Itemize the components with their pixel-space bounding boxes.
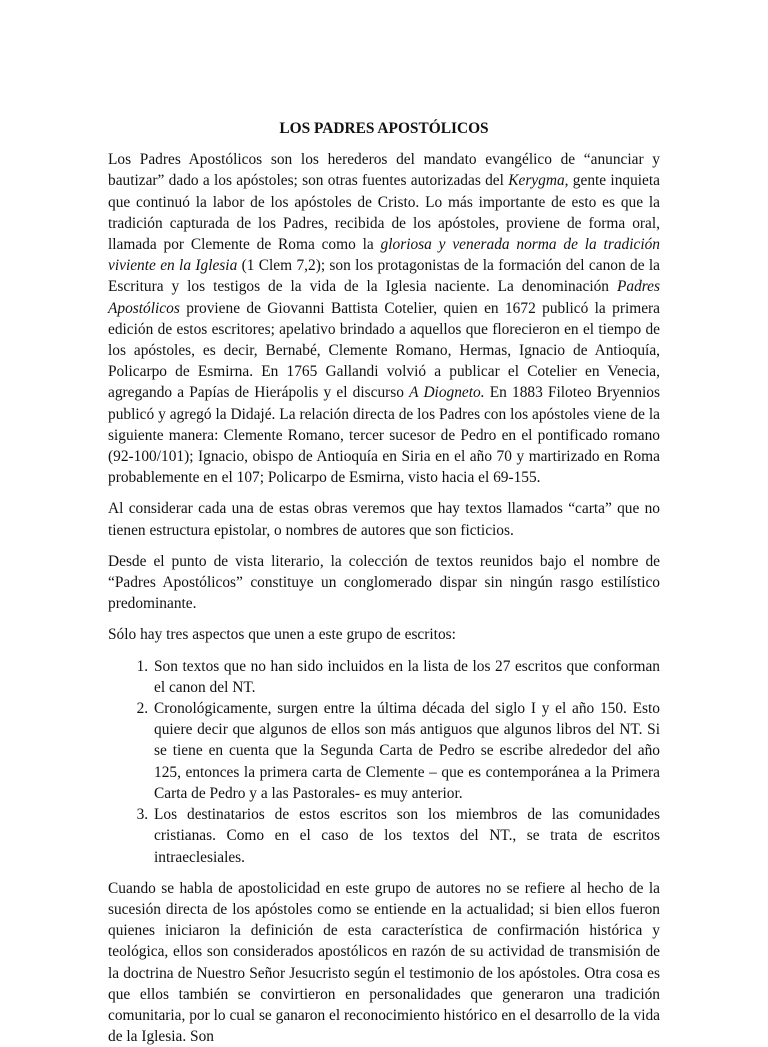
italic-title-diogneto: A Diogneto. bbox=[409, 384, 485, 402]
paragraph-text: , gente inquieta que continuó la labor de los apóstoles de Cristo. Lo más importante de esto es que la tradición capturada de los Padres, recibida de los apóstoles, proviene de forma oral, llamada por Clemente de Roma como la bbox=[108, 172, 660, 254]
paragraph-cartas: Al considerar cada una de estas obras veremos que hay textos llamados “carta” que no tienen estructura epistolar, o nombres de autores que son ficticios. bbox=[108, 500, 660, 539]
list-item: 3. Los destinatarios de estos escritos son los miembros de las comunidades cristianas. Como en el caso de los textos del NT., se trata de escritos intraeclesiales. bbox=[152, 804, 660, 868]
list-item: 2. Cronológicamente, surgen entre la última década del siglo I y el año 150. Esto quiere decir que algunos de ellos son más antiguos que algunos libros del NT. Si se tiene en cuenta que la Segunda Carta de Pedro se escribe alrededor del año 125, entonces la primera carta de Clemente – que es contemporánea a la Primera Carta de Pedro y a las Pastorales- es muy anterior. bbox=[152, 698, 660, 804]
paragraph-literario: Desde el punto de vista literario, la colección de textos reunidos bajo el nombre de “Padres Apostólicos” constituye un conglomerado dispar sin ningún rasgo estilístico predominante. bbox=[108, 552, 660, 613]
italic-quote-tradicion: gloriosa y venerada norma de la tradición viviente en la Iglesia bbox=[108, 236, 660, 275]
paragraph-text: proviene de Giovanni Battista Cotelier, quien en 1672 publicó la primera edición de estos escritores; apelativo brindado a aquellos que florecieron en el tiempo de los apóstoles, es decir, Bernabé, Clemente Romano, Hermas, Ignacio de Antioquía, Policarpo de Esmirna. En 1765 Gallandi volvió a publicar el Cotelier en Venecia, agregando a Papías de Hierápolis y el discurso bbox=[108, 299, 660, 402]
paragraph-text: (1 Clem 7,2); son los protagonistas de la formación del canon de la Escritura y los testigos de la vida de la Iglesia naciente. La denominación bbox=[108, 257, 660, 296]
paragraph-apostolicidad: Cuando se habla de apostolicidad en este grupo de autores no se refiere al hecho de la sucesión directa de los apóstoles como se entiende en la actualidad; si bien ellos fueron quienes iniciaron la definición de esta característica de confirmación histórica y teológica, ellos son considerados apostólicos en razón de su actividad de transmisión de la doctrina de Nuestro Señor Jesucristo según el testimonio de los apóstoles. Otra cosa es que ellos también se convirtieron en personalidades que generaron una tradición comunitaria, por lo cual se ganaron el reconocimiento histórico en el desarrollo de la vida de la Iglesia. Son bbox=[108, 879, 660, 1046]
aspects-list bbox=[108, 656, 660, 868]
paragraph-text: En 1883 Filoteo Bryennios publicó y agregó la Didajé. La relación directa de los Padres con los apóstoles viene de la siguiente manera: Clemente Romano, tercer sucesor de Pedro en el pontificado romano (92-100/101); Ignacio, obispo de Antioquía en Siria en el año 70 y martirizado en Roma probablemente en el 107; Policarpo de Esmirna, visto hacia el 69-155. bbox=[108, 384, 660, 487]
document-title: LOS PADRES APOSTÓLICOS bbox=[279, 120, 489, 137]
paragraph-text: Los Padres Apostólicos son los herederos del mandato evangélico de “anunciar y bautizar” dado a los apóstoles; son otras fuentes autorizadas del bbox=[108, 151, 660, 190]
list-item: 1. Son textos que no han sido incluidos en la lista de los 27 escritos que conforman el canon del NT. bbox=[152, 656, 660, 698]
paragraph-intro bbox=[108, 149, 660, 488]
paragraph-aspectos: Sólo hay tres aspectos que unen a este grupo de escritos: bbox=[108, 626, 456, 644]
italic-term-kerygma: Kerygma bbox=[508, 172, 565, 190]
italic-term-padres-apostolicos: Padres Apostólicos bbox=[108, 278, 660, 317]
